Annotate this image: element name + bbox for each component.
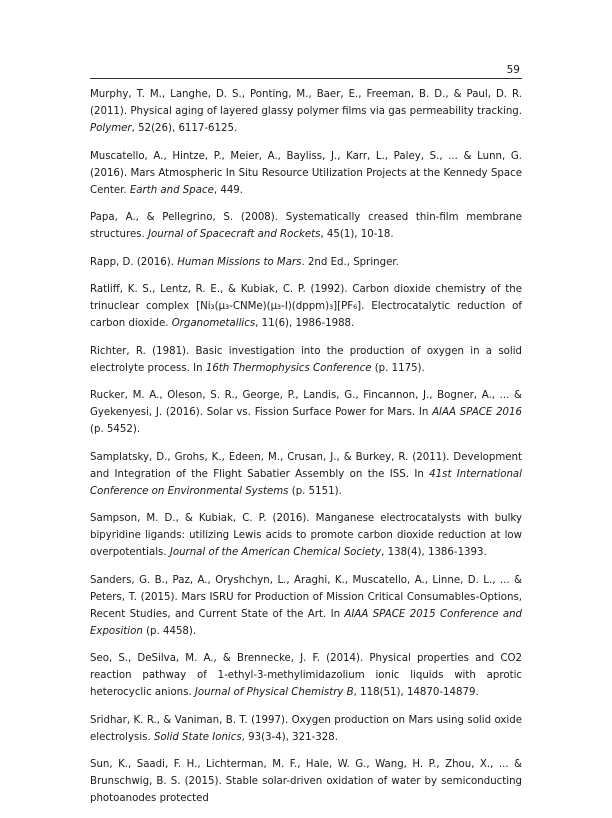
reference-entry: Muscatello, A., Hintze, P., Meier, A., Bayliss, J., Karr, L., Paley, S., ... & Lunn, G. (2016). Mars Atmospheric In Situ Resource Utilization Projects at the Kennedy Space Center. Earth and Space, 449. <box>90 150 522 196</box>
header-rule <box>90 78 522 79</box>
page-number: 59 <box>506 64 520 76</box>
reference-list <box>90 86 522 818</box>
reference-entry: Sun, K., Saadi, F. H., Lichterman, M. F., Hale, W. G., Wang, H. P., Zhou, X., ... & Brunschwig, B. S. (2015). Stable solar-driven oxidation of water by semiconducting photoanodes protected <box>90 759 522 804</box>
reference-entry: Seo, S., DeSilva, M. A., & Brennecke, J. F. (2014). Physical properties and CO2 reaction pathway of 1-ethyl-3-methylimidazolium ionic liquids with aprotic heterocyclic anions. Journal of Physical Chemistry B, 118(51), 14870-14879. <box>90 653 522 698</box>
reference-entry: Ratliff, K. S., Lentz, R. E., & Kubiak, C. P. (1992). Carbon dioxide chemistry of the trinuclear complex [Ni₃(μ₃-CNMe)(μ₃-I)(dppm)₃][PF₆]. Electrocatalytic reduction of carbon dioxide. Organometallics, 11(6), 1986-1988. <box>90 284 522 329</box>
reference-entry: Richter, R. (1981). Basic investigation into the production of oxygen in a solid electrolyte process. In 16th Thermophysics Conference (p. 1175). <box>90 345 522 374</box>
reference-entry: Sridhar, K. R., & Vaniman, B. T. (1997). Oxygen production on Mars using solid oxide electrolysis. Solid State Ionics, 93(3-4), 321-328. <box>90 714 522 743</box>
reference-entry: Sampson, M. D., & Kubiak, C. P. (2016). Manganese electrocatalysts with bulky bipyridine ligands: utilizing Lewis acids to promote carbon dioxide reduction at low overpotentials. Journal of the American Chemical Society, 138(4), 1386-1393. <box>90 513 522 558</box>
reference-entry: Rapp, D. (2016). Human Missions to Mars. 2nd Ed., Springer. <box>90 256 399 268</box>
reference-entry: Murphy, T. M., Langhe, D. S., Ponting, M., Baer, E., Freeman, B. D., & Paul, D. R. (2011). Physical aging of layered glassy polymer films via gas permeability tracking. Polymer, 52(26), 6117-6125. <box>90 89 522 134</box>
reference-entry: Sanders, G. B., Paz, A., Oryshchyn, L., Araghi, K., Muscatello, A., Linne, D. L., ... & Peters, T. (2015). Mars ISRU for Production of Mission Critical Consumables-Options, Recent Studies, and Current State of the Art. In AIAA SPACE 2015 Conference and Exposition (p. 4458). <box>90 574 522 637</box>
reference-entry: Rucker, M. A., Oleson, S. R., George, P., Landis, G., Fincannon, J., Bogner, A., ... & Gyekenyesi, J. (2016). Solar vs. Fission Surface Power for Mars. In AIAA SPACE 2016 (p. 5452). <box>90 390 522 435</box>
reference-entry: Papa, A., & Pellegrino, S. (2008). Systematically creased thin-film membrane structures. Journal of Spacecraft and Rockets, 45(1), 10-18. <box>90 212 522 240</box>
reference-entry: Samplatsky, D., Grohs, K., Edeen, M., Crusan, J., & Burkey, R. (2011). Development and Integration of the Flight Sabatier Assembly on the ISS. In 41st International Conference on Environmental Systems (p. 5151). <box>90 451 523 497</box>
